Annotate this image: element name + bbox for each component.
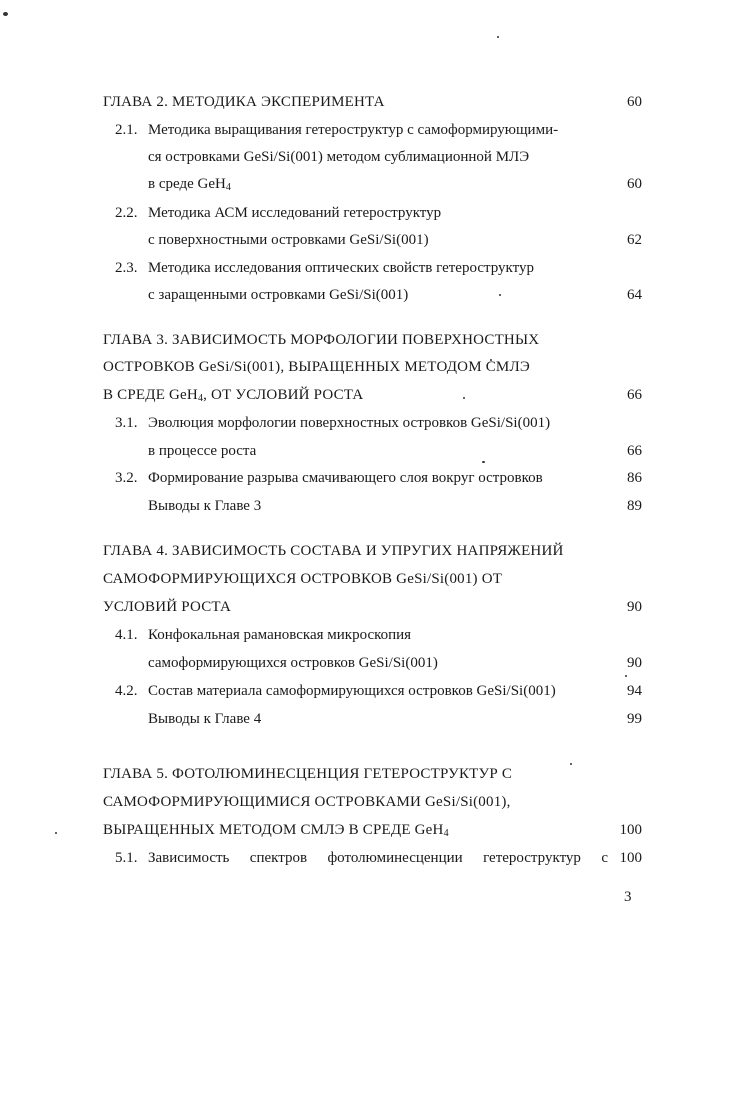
scan-dot	[463, 397, 465, 399]
section-4-2-number: 4.2.	[115, 683, 138, 699]
section-2-3-page: 64	[627, 287, 642, 303]
section-4-1-number: 4.1.	[115, 627, 138, 643]
chapter-3-page: 66	[627, 387, 642, 403]
section-5-1-number: 5.1.	[115, 850, 138, 866]
section-4-1-line-2: самоформирующихся островков GeSi/Si(001)	[148, 655, 438, 671]
section-5-1-line-1: Зависимость спектров фотолюминесценции гетероструктур с	[148, 850, 608, 866]
section-2-2-line-1: Методика АСМ исследований гетероструктур	[148, 205, 442, 221]
chapter-5-title-line-3: ВЫРАЩЕННЫХ МЕТОДОМ СМЛЭ В СРЕДЕ GeH$_4$	[103, 822, 449, 839]
section-5-1-page: 100	[619, 850, 642, 866]
scan-dot	[499, 294, 501, 296]
chapter-4-page: 90	[627, 599, 642, 615]
scan-dot	[482, 461, 485, 463]
section-2-3-line-2: с заращенными островками GeSi/Si(001)	[148, 287, 409, 303]
scan-mark	[3, 12, 8, 16]
section-2-3-line-1: Методика исследования оптических свойств гетероструктур	[148, 260, 534, 276]
chapter-3-title-line-3: В СРЕДЕ GeH$_4$, ОТ УСЛОВИЙ РОСТА	[103, 387, 364, 404]
section-2-2-line-2: с поверхностными островками GeSi/Si(001)	[148, 232, 429, 248]
page-number: 3	[624, 889, 632, 905]
section-2-1-line-2: ся островками GeSi/Si(001) методом сублимационной МЛЭ	[148, 149, 530, 165]
section-3-2-page: 86	[627, 470, 642, 486]
section-2-1-line-1: Методика выращивания гетероструктур с самоформирующими-	[148, 122, 559, 138]
chapter-5-page: 100	[619, 822, 642, 838]
section-2-2-page: 62	[627, 232, 642, 248]
section-4-2-line-1: Состав материала самоформирующихся островков GeSi/Si(001)	[148, 683, 556, 699]
section-2-3-number: 2.3.	[115, 260, 138, 276]
chapter-5-title-line-1: ГЛАВА 5. ФОТОЛЮМИНЕСЦЕНЦИЯ ГЕТЕРОСТРУКТУР С	[103, 766, 513, 782]
section-3-1-line-1: Эволюция морфологии поверхностных островков GeSi/Si(001)	[148, 415, 551, 431]
chapter-2-title: ГЛАВА 2. МЕТОДИКА ЭКСПЕРИМЕНТА	[103, 94, 385, 110]
section-3-2-line-1: Формирование разрыва смачивающего слоя вокруг островков	[148, 470, 543, 486]
chapter-3-title-line-1: ГЛАВА 3. ЗАВИСИМОСТЬ МОРФОЛОГИИ ПОВЕРХНОСТНЫХ	[103, 332, 540, 348]
scan-dot	[570, 763, 572, 765]
chapter-2-page: 60	[627, 94, 642, 110]
chapter-4-conclusions-page: 99	[627, 711, 642, 727]
chapter-3-title-line-2: ОСТРОВКОВ GeSi/Si(001), ВЫРАЩЕННЫХ МЕТОДОМ СМЛЭ	[103, 359, 530, 375]
section-2-1-line-3: в среде GeH$_4$	[148, 176, 231, 193]
section-3-1-line-2: в процессе роста	[148, 443, 257, 459]
scan-dot	[497, 36, 499, 38]
chapter-4-title-line-2: САМОФОРМИРУЮЩИХСЯ ОСТРОВКОВ GeSi/Si(001) ОТ	[103, 571, 503, 587]
section-3-1-page: 66	[627, 443, 642, 459]
section-2-2-number: 2.2.	[115, 205, 138, 221]
chapter-3-conclusions-page: 89	[627, 498, 642, 514]
scan-dot	[625, 675, 627, 677]
section-4-2-page: 94	[627, 683, 642, 699]
chapter-5-title-line-2: САМОФОРМИРУЮЩИМИСЯ ОСТРОВКАМИ GeSi/Si(001),	[103, 794, 511, 810]
section-4-1-page: 90	[627, 655, 642, 671]
chapter-4-title-line-3: УСЛОВИЙ РОСТА	[103, 599, 232, 615]
scan-dot	[55, 832, 57, 834]
chapter-3-conclusions: Выводы к Главе 3	[148, 498, 262, 514]
chapter-4-conclusions: Выводы к Главе 4	[148, 711, 262, 727]
section-4-1-line-1: Конфокальная рамановская микроскопия	[148, 627, 412, 643]
section-2-1-page: 60	[627, 176, 642, 192]
section-2-1-number: 2.1.	[115, 122, 138, 138]
chapter-4-title-line-1: ГЛАВА 4. ЗАВИСИМОСТЬ СОСТАВА И УПРУГИХ НАПРЯЖЕНИЙ	[103, 543, 564, 559]
section-3-1-number: 3.1.	[115, 415, 138, 431]
section-3-2-number: 3.2.	[115, 470, 138, 486]
